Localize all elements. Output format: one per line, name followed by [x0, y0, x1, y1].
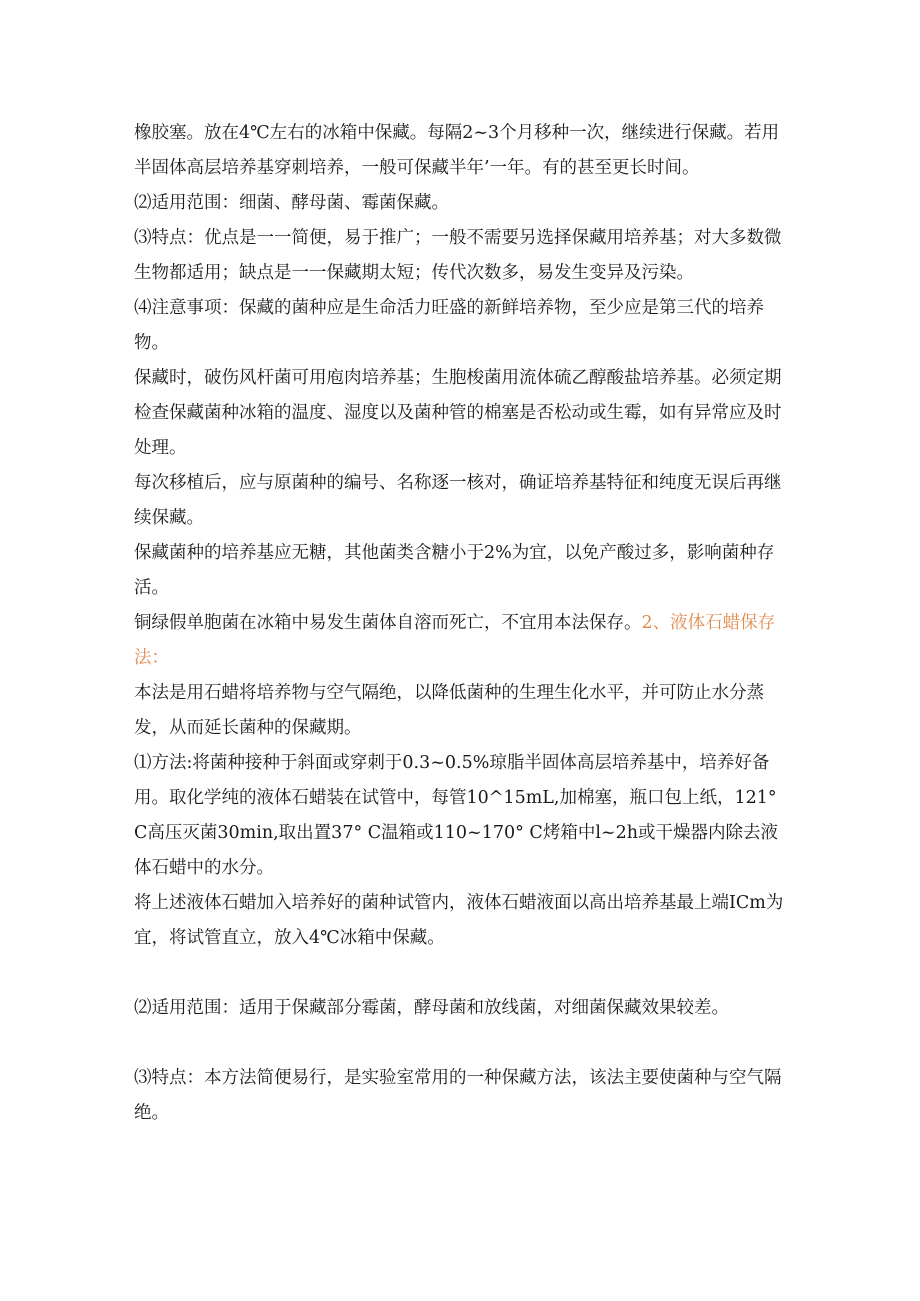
paragraph-storage-intro: 橡胶塞。放在4℃左右的冰箱中保藏。每隔2~3个月移种一次，继续进行保藏。若用半固体高层培养基穿刺培养，一般可保藏半年’一年。有的甚至更长时间。 — [134, 123, 780, 178]
paragraph-storage-media: 保藏时，破伤风杆菌可用庖肉培养基；生胞梭菌用流体硫乙醇酸盐培养基。必须定期检查保藏菌种冰箱的温度、湿度以及菌种管的棉塞是否松动或生霉，如有异常应及时处理。 — [134, 368, 782, 458]
paragraph-spacer — [134, 1026, 794, 1061]
paragraph-paraffin-intro: 本法是用石蜡将培养物与空气隔绝，以降低菌种的生理生化水平，并可防止水分蒸发，从而延长菌种的保藏期。 — [134, 683, 764, 738]
paragraph-paraffin-scope: ⑵适用范围：适用于保藏部分霉菌，酵母菌和放线菌，对细菌保藏效果较差。 — [134, 998, 729, 1018]
paragraph-scope: ⑵适用范围：细菌、酵母菌、霉菌保藏。 — [134, 193, 449, 213]
document-body — [134, 116, 794, 1131]
paragraph-features: ⑶特点：优点是一一简便，易于推广；一般不需要另选择保藏用培养基；对大多数微生物都适用；缺点是一一保藏期太短；传代次数多，易发生变异及污染。 — [134, 228, 782, 283]
paragraph-method-continued: 将上述液体石蜡加入培养好的菌种试管内，液体石蜡液面以高出培养基最上端ICm为宜，将试管直立，放入4℃冰箱中保藏。 — [134, 893, 784, 948]
paragraph-pseudomonas — [134, 606, 794, 676]
paragraph-sugar-free: 保藏菌种的培养基应无糖，其他菌类含糖小于2%为宜，以免产酸过多，影响菌种存活。 — [134, 543, 775, 598]
paragraph-verification: 每次移植后，应与原菌种的编号、名称逐一核对，确证培养基特征和纯度无误后再继续保藏。 — [134, 473, 782, 528]
paragraph-notes: ⑷注意事项：保藏的菌种应是生命活力旺盛的新鲜培养物，至少应是第三代的培养物。 — [134, 298, 764, 353]
paragraph-method: ⑴方法:将菌种接种于斜面或穿刺于0.3~0.5%琼脂半固体高层培养基中，培养好备用。取化学纯的液体石蜡装在试管中，每管10^15mL,加棉塞，瓶口包上纸，121° C高压灭菌30min,取出置37° C温箱或110~170° C烤箱中l~2h或干燥器内除去液体石蜡中的水分。 — [134, 753, 778, 878]
paragraph-paraffin-features: ⑶特点：本方法简便易行，是实验室常用的一种保藏方法，该法主要使菌种与空气隔绝。 — [134, 1068, 782, 1123]
paragraph-spacer — [134, 956, 794, 991]
paragraph-pseudomonas-text: 铜绿假单胞菌在冰箱中易发生菌体自溶而死亡，不宜用本法保存。 — [134, 613, 642, 633]
section-heading-paraffin: 2、液体石蜡保存法： — [134, 613, 776, 668]
